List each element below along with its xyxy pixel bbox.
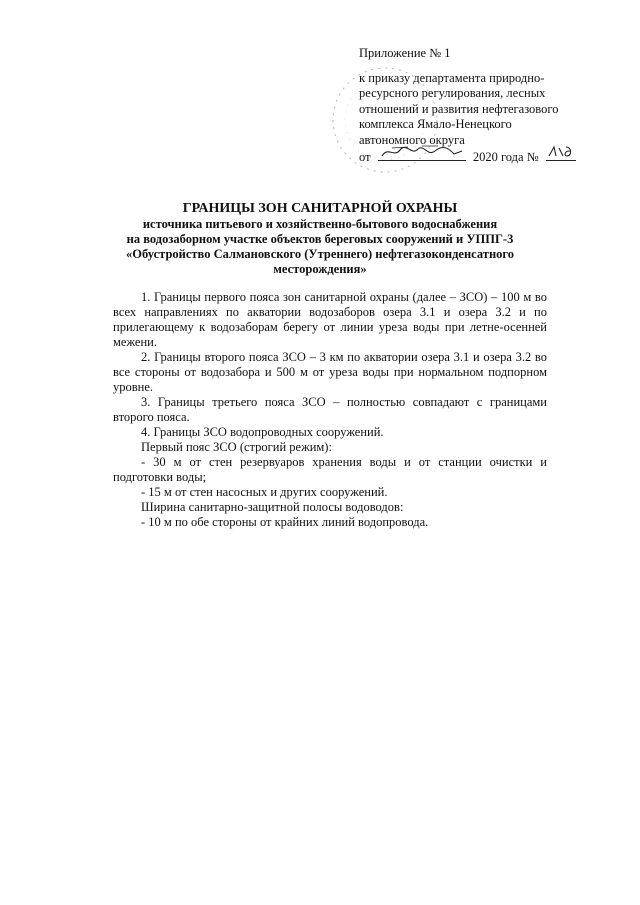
- paragraph-1: 1. Границы первого пояса зон санитарной охраны (далее – ЗСО) – 100 м во всех направлениях по акватории водозаборов озера 3.1 и озера 3.2 и по прилегающему к водозаборам берегу от линии уреза воды при летне-осенней межени.: [113, 290, 547, 349]
- paragraph-4: 4. Границы ЗСО водопроводных сооружений.: [141, 425, 384, 439]
- title-line-2: на водозаборном участке объектов береговых сооружений и УППГ-3: [126, 232, 514, 246]
- appendix-line-1: к приказу департамента природно-: [359, 70, 545, 85]
- appendix-line-5: автономного округа: [359, 132, 465, 147]
- paragraph-9: - 10 м по обе стороны от крайних линий водопровода.: [141, 515, 429, 529]
- handwritten-date-signature: [378, 148, 466, 161]
- order-year: 2020 года: [472, 150, 524, 164]
- title-line-3: «Обустройство Салмановского (Утреннего) нефтегазоконденсатного: [125, 247, 515, 261]
- order-number-sign: №: [526, 150, 539, 164]
- title-line-4: месторождения»: [273, 262, 367, 276]
- document-body: [113, 290, 547, 530]
- order-date-line: [359, 148, 609, 166]
- appendix-line-3: отношений и развития нефтегазового: [359, 101, 559, 116]
- title-line-1: источника питьевого и хозяйственно-бытового водоснабжения: [142, 217, 498, 231]
- handwritten-order-number: [546, 148, 576, 161]
- appendix-block: [359, 46, 609, 166]
- paragraph-5: Первый пояс ЗСО (строгий режим):: [141, 440, 332, 454]
- appendix-line-4: комплекса Ямало-Ненецкого: [359, 117, 512, 131]
- appendix-line-2: ресурсного регулирования, лесных: [359, 86, 546, 100]
- date-prefix: от: [359, 150, 371, 164]
- paragraph-2: 2. Границы второго пояса ЗСО – 3 км по акватории озера 3.1 и озера 3.2 во все стороны от водозабора и 500 м от уреза воды при нормальном подпорном уровне.: [113, 350, 547, 394]
- paragraph-3: 3. Границы третьего пояса ЗСО – полностью совпадают с границами второго пояса.: [113, 395, 547, 424]
- appendix-number: Приложение № 1: [359, 46, 451, 60]
- paragraph-6: - 30 м от стен резервуаров хранения воды и от станции очистки и подготовки воды;: [113, 455, 547, 484]
- paragraph-8: Ширина санитарно-защитной полосы водоводов:: [141, 500, 404, 514]
- document-title: ГРАНИЦЫ ЗОН САНИТАРНОЙ ОХРАНЫ: [182, 201, 458, 216]
- paragraph-7: - 15 м от стен насосных и других сооружений.: [141, 485, 388, 499]
- document-title-block: [100, 200, 540, 277]
